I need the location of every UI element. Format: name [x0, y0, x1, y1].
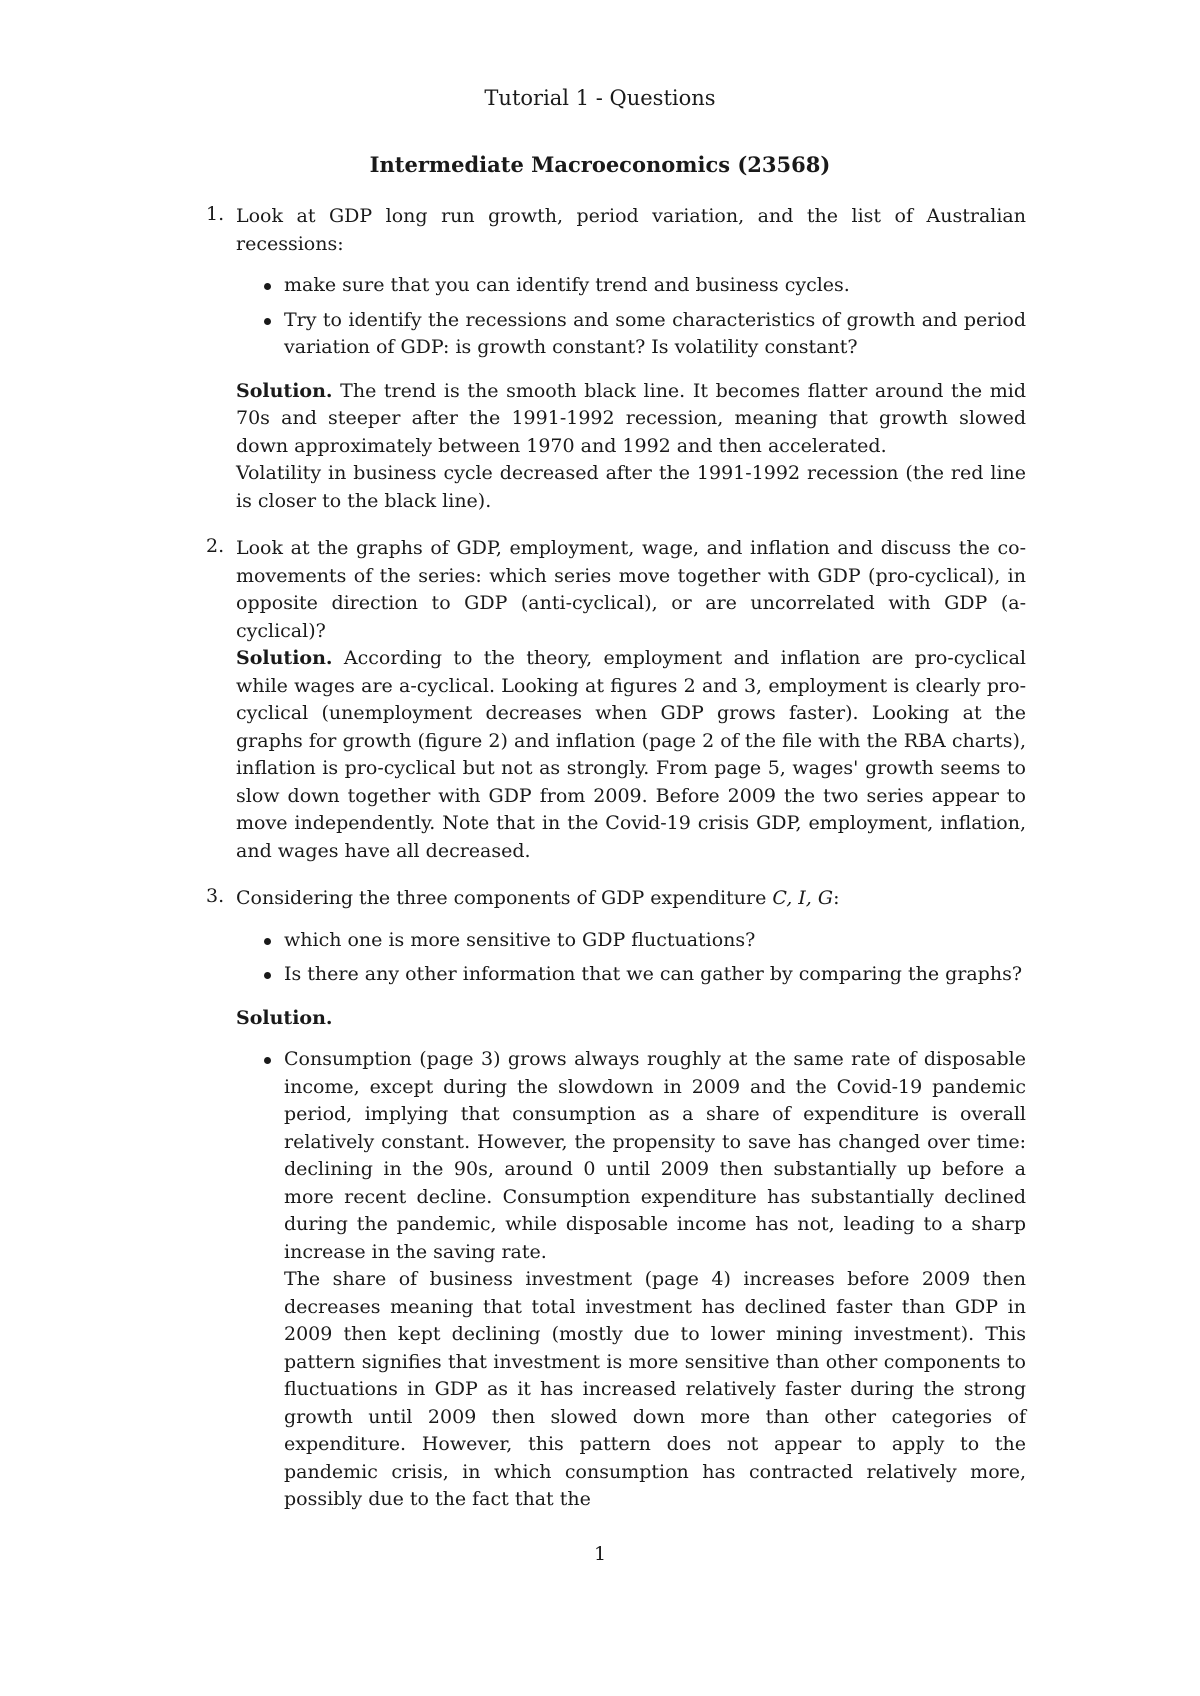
solution-text: According to the theory, employment and inflation are pro-cyclical while wages are a-cyclical. Looking at figures 2 and 3, employment is clearly pro-cyclical (unemployment decreases when GDP grows faster). Looking at the graphs for growth (figure 2) and inflation (page 2 of the file with the RBA charts), inflation is pro-cyclical but not as strongly. From page 5, wages' growth seems to slow down together with GDP from 2009. Before 2009 the two series appear to move independently. Note that in the Covid-19 crisis GDP, employment, inflation, and wages have all decreased. — [236, 647, 1027, 862]
list-item: make sure that you can identify trend and business cycles. — [260, 272, 1026, 300]
bullet-list — [236, 272, 1026, 362]
document-title: Tutorial 1 - Questions — [484, 86, 716, 110]
question-number: 2. — [206, 535, 225, 557]
page-number: 1 — [593, 1543, 607, 1565]
solution-text: Consumption (page 3) grows always roughly at the same rate of disposable income, except during the slowdown in 2009 and the Covid-19 pandemic period, implying that consumption as a share of expenditure is overall relatively constant. However, the propensity to save has changed over time: declining in the 90s, around 0 until 2009 then substantially up before a more recent decline. Consumption expenditure has substantially declined during the pandemic, while disposable income has not, leading to a sharp increase in the saving rate. — [284, 1048, 1026, 1263]
solution-text: The trend is the smooth black line. It becomes flatter around the mid 70s and steeper after the 1991-1992 recession, meaning that growth slowed down approximately between 1970 and 1992 and then accelerated. — [236, 379, 1026, 457]
question-1 — [206, 203, 1026, 515]
bullet-list — [236, 927, 1026, 989]
list-item: Is there any other information that we can gather by comparing the graphs? — [260, 961, 1026, 989]
solution-paragraph: Volatility in business cycle decreased after the 1991-1992 recession (the red line is closer to the black line). — [236, 462, 1026, 512]
solution-text: The share of business investment (page 4) increases before 2009 then decreases meaning that total investment has declined faster than GDP in 2009 then kept declining (mostly due to lower mining investment). This pattern signifies that investment is more sensitive than other components to fluctuations in GDP as it has increased relatively faster during the strong growth until 2009 then slowed down more than other categories of expenditure. However, this pattern does not appear to apply to the pandemic crisis, in which consumption has contracted relatively more, possibly due to the fact that the — [284, 1268, 1026, 1510]
list-item: Try to identify the recessions and some characteristics of growth and period variation of GDP: is growth constant? Is volatility constant? — [260, 307, 1026, 362]
solution-label: Solution. — [236, 647, 333, 669]
list-item — [260, 1046, 1026, 1514]
solution-paragraph — [236, 645, 1026, 865]
question-number: 1. — [206, 203, 225, 225]
solution-heading — [236, 1005, 1026, 1033]
gdp-components-vars: C, I, G — [772, 887, 834, 909]
solution-bullet-list — [236, 1046, 1026, 1514]
list-item: which one is more sensitive to GDP fluctuations? — [260, 927, 1026, 955]
question-text-end: : — [833, 887, 840, 909]
question-2 — [206, 535, 1026, 865]
solution-label: Solution. — [236, 379, 333, 402]
question-text: Look at the graphs of GDP, employment, wage, and inflation and discuss the co-movements of the series: which series move together with GDP (pro-cyclical), in opposite direction to GDP (anti-cyclical), or are uncorrelated with GDP (a-cyclical)? — [236, 537, 1026, 642]
question-text-main: Considering the three components of GDP expenditure — [236, 887, 767, 909]
question-number: 3. — [206, 885, 225, 907]
solution-paragraph — [236, 378, 1026, 461]
question-3 — [206, 885, 1026, 1514]
solution-label: Solution. — [236, 1006, 333, 1029]
questions-body — [206, 203, 1026, 1534]
question-text — [236, 885, 1026, 913]
course-title: Intermediate Macroeconomics (23568) — [369, 152, 831, 177]
question-text: Look at GDP long run growth, period variation, and the list of Australian recessions: — [236, 205, 1026, 255]
